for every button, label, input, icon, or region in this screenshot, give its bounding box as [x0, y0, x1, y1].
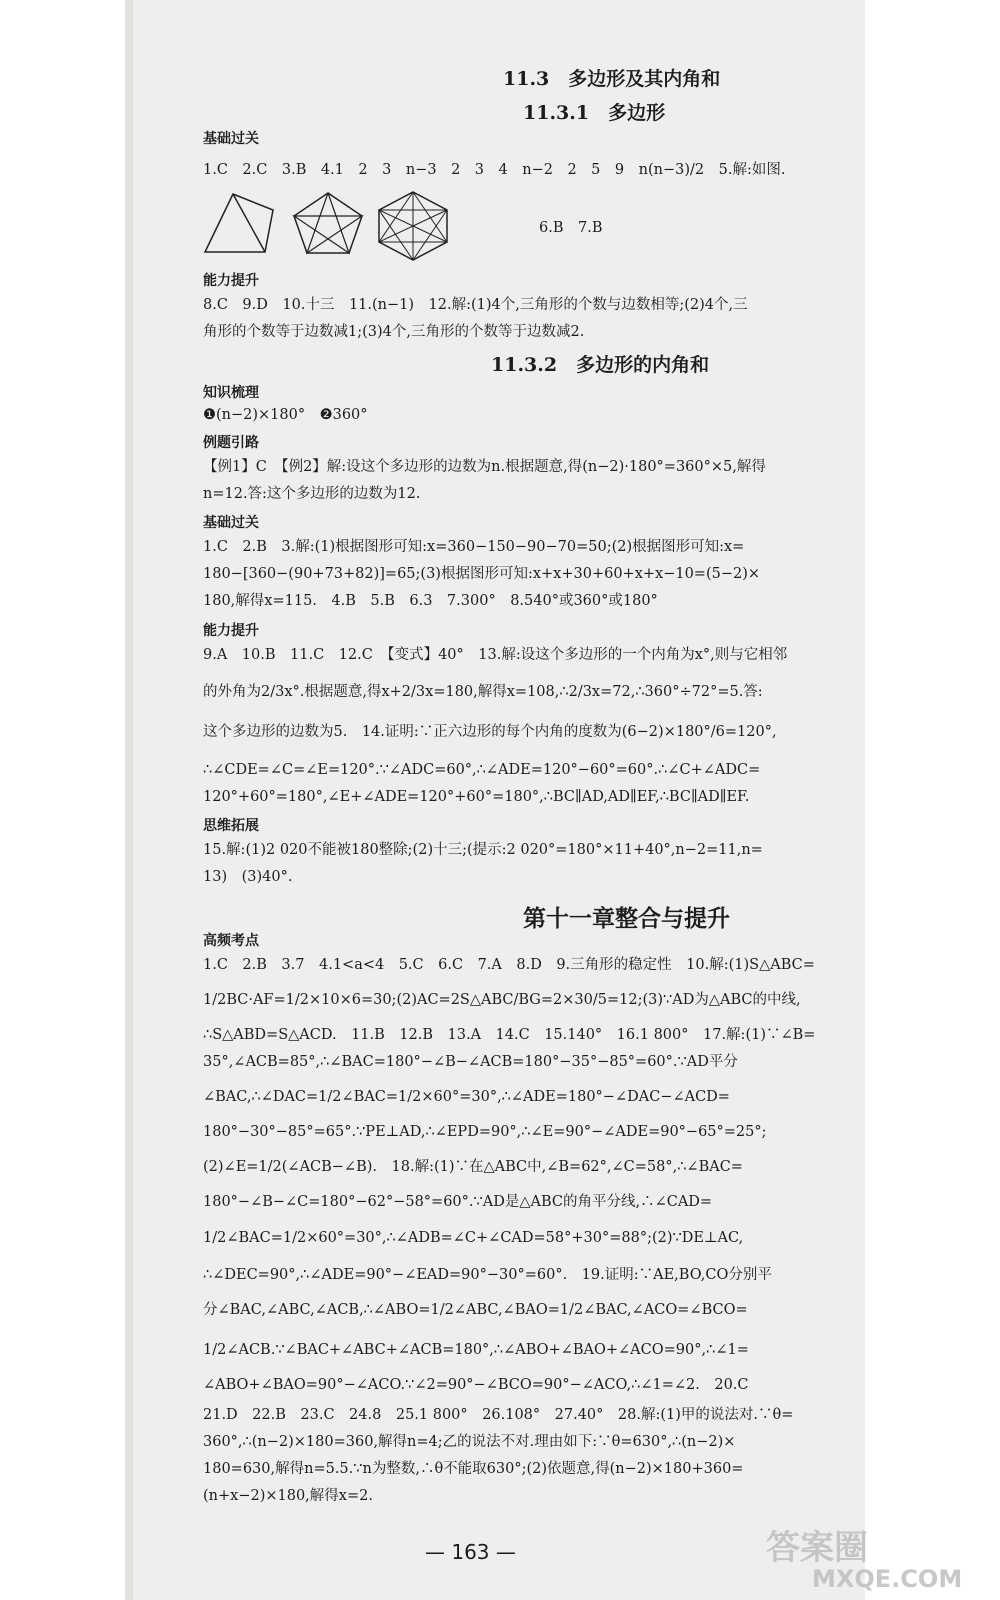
pentagon-diagonals-figure — [291, 190, 365, 256]
answer-line: n=12.答:这个多边形的边数为12. — [203, 486, 421, 502]
heading-knowledge: 知识梳理 — [203, 385, 259, 401]
answer-line: 的外角为2/3x°.根据题意,得x+2/3x=180,解得x=108,∴2/3x=72,∴360°÷72°=5.答: — [203, 684, 763, 700]
answer-line: 15.解:(1)2 020不能被180整除;(2)十三;(提示:2 020°=180°×11+40°,n−2=11,n= — [203, 842, 763, 858]
answer-line: 1.C 2.B 3.解:(1)根据图形可知:x=360−150−90−70=50;(2)根据图形可知:x= — [203, 539, 745, 555]
answer-line: ❶(n−2)×180° ❷360° — [203, 407, 368, 423]
answer-line: ∠BAC,∴∠DAC=1/2∠BAC=1/2×60°=30°,∴∠ADE=180°−∠DAC−∠ACD= — [203, 1089, 730, 1105]
answer-line: 35°,∠ACB=85°,∴∠BAC=180°−∠B−∠ACB=180°−35°−85°=60°.∵AD平分 — [203, 1054, 738, 1070]
answer-line: 6.B 7.B — [539, 220, 603, 236]
heading-examples: 例题引路 — [203, 435, 259, 451]
heading-frequent: 高频考点 — [203, 933, 259, 949]
answer-line: ∠ABO+∠BAO=90°−∠ACO.∵∠2=90°−∠BCO=90°−∠ACO,∴∠1=∠2. 20.C — [203, 1377, 749, 1393]
answer-line: 角形的个数等于边数减1;(3)4个,三角形的个数等于边数减2. — [203, 324, 585, 340]
answer-line: 【例1】C 【例2】解:设这个多边形的边数为n.根据题意,得(n−2)·180°=360°×5,解得 — [203, 459, 766, 475]
watermark-logo: 答案圈 — [766, 1528, 868, 1568]
answer-line: 180°−∠B−∠C=180°−62°−58°=60°.∵AD是△ABC的角平分线,∴∠CAD= — [203, 1194, 713, 1210]
answer-line: 1/2∠ACB.∵∠BAC+∠ABC+∠ACB=180°,∴∠ABO+∠BAO+∠ACO=90°,∴∠1= — [203, 1342, 749, 1358]
answer-line: 13) (3)40°. — [203, 869, 293, 885]
answer-line: ∴∠CDE=∠C=∠E=120°.∵∠ADC=60°,∴∠ADE=120°−60°=60°.∴∠C+∠ADC= — [203, 762, 761, 778]
answer-line: (n+x−2)×180,解得x=2. — [203, 1488, 373, 1504]
heading-ability-1: 能力提升 — [203, 273, 259, 289]
answer-line: (2)∠E=1/2(∠ACB−∠B). 18.解:(1)∵在△ABC中,∠B=62°,∠C=58°,∴∠BAC= — [203, 1159, 743, 1175]
answer-line: 1.C 2.B 3.7 4.1<a<4 5.C 6.C 7.A 8.D 9.三角形的稳定性 10.解:(1)S△ABC= — [203, 957, 815, 973]
answer-line: 9.A 10.B 11.C 12.C 【变式】40° 13.解:设这个多边形的一个内角为x°,则与它相邻 — [203, 647, 788, 663]
answer-line: 360°,∴(n−2)×180=360,解得n=4;乙的说法不对.理由如下:∵θ=630°,∴(n−2)× — [203, 1434, 736, 1450]
heading-basic-2: 基础过关 — [203, 515, 259, 531]
answer-line: 180=630,解得n=5.5.∵n为整数,∴θ不能取630°;(2)依题意,得(n−2)×180+360= — [203, 1461, 744, 1477]
answer-line: 8.C 9.D 10.十三 11.(n−1) 12.解:(1)4个,三角形的个数与边数相等;(2)4个,三 — [203, 297, 748, 313]
answer-line: 180−[360−(90+73+82)]=65;(3)根据图形可知:x+x+30+60+x+x−10=(5−2)× — [203, 566, 761, 582]
answer-line: 1/2BC·AF=1/2×10×6=30;(2)AC=2S△ABC/BG=2×30/5=12;(3)∵AD为△ABC的中线, — [203, 992, 801, 1008]
section-title-11-3: 11.3 多边形及其内角和 — [503, 68, 721, 90]
chapter-review-title: 第十一章整合与提升 — [523, 905, 730, 932]
answer-line: 21.D 22.B 23.C 24.8 25.1 800° 26.108° 27.40° 28.解:(1)甲的说法对.∵θ= — [203, 1407, 794, 1423]
answer-line: ∴∠DEC=90°,∴∠ADE=90°−∠EAD=90°−30°=60°. 19.证明:∵AE,BO,CO分别平 — [203, 1267, 772, 1283]
section-title-11-3-1: 11.3.1 多边形 — [523, 102, 666, 124]
hexagon-diagonals-figure — [373, 190, 453, 262]
heading-ability-2: 能力提升 — [203, 623, 259, 639]
answer-line: 1/2∠BAC=1/2×60°=30°,∴∠ADB=∠C+∠CAD=58°+30°=88°;(2)∵DE⊥AC, — [203, 1230, 744, 1246]
answer-line: 120°+60°=180°,∠E+∠ADE=120°+60°=180°,∴BC∥AD,AD∥EF,∴BC∥AD∥EF. — [203, 789, 750, 805]
answer-line: 180°−30°−85°=65°.∵PE⊥AD,∴∠EPD=90°,∴∠E=90°−∠ADE=90°−65°=25°; — [203, 1124, 767, 1140]
answer-line: 分∠BAC,∠ABC,∠ACB,∴∠ABO=1/2∠ABC,∠BAO=1/2∠BAC,∠ACO=∠BCO= — [203, 1302, 748, 1318]
answer-line: 这个多边形的边数为5. 14.证明:∵正六边形的每个内角的度数为(6−2)×180°/6=120°, — [203, 724, 777, 740]
quadrilateral-diagonal-figure — [203, 190, 277, 256]
answer-line: 180,解得x=115. 4.B 5.B 6.3 7.300° 8.540°或360°或180° — [203, 593, 658, 609]
answer-line: 1.C 2.C 3.B 4.1 2 3 n−3 2 3 4 n−2 2 5 9 n(n−3)/2 5.解:如图. — [203, 162, 786, 178]
page — [125, 0, 865, 1600]
answer-line: ∴S△ABD=S△ACD. 11.B 12.B 13.A 14.C 15.140° 16.1 800° 17.解:(1)∵∠B= — [203, 1027, 816, 1043]
page-edge — [125, 0, 133, 1600]
heading-basic-1: 基础过关 — [203, 131, 259, 147]
page-number: — 163 — — [425, 1540, 516, 1564]
watermark-url: MXQE.COM — [812, 1565, 963, 1593]
heading-thinking: 思维拓展 — [203, 818, 259, 834]
section-title-11-3-2: 11.3.2 多边形的内角和 — [491, 354, 710, 376]
